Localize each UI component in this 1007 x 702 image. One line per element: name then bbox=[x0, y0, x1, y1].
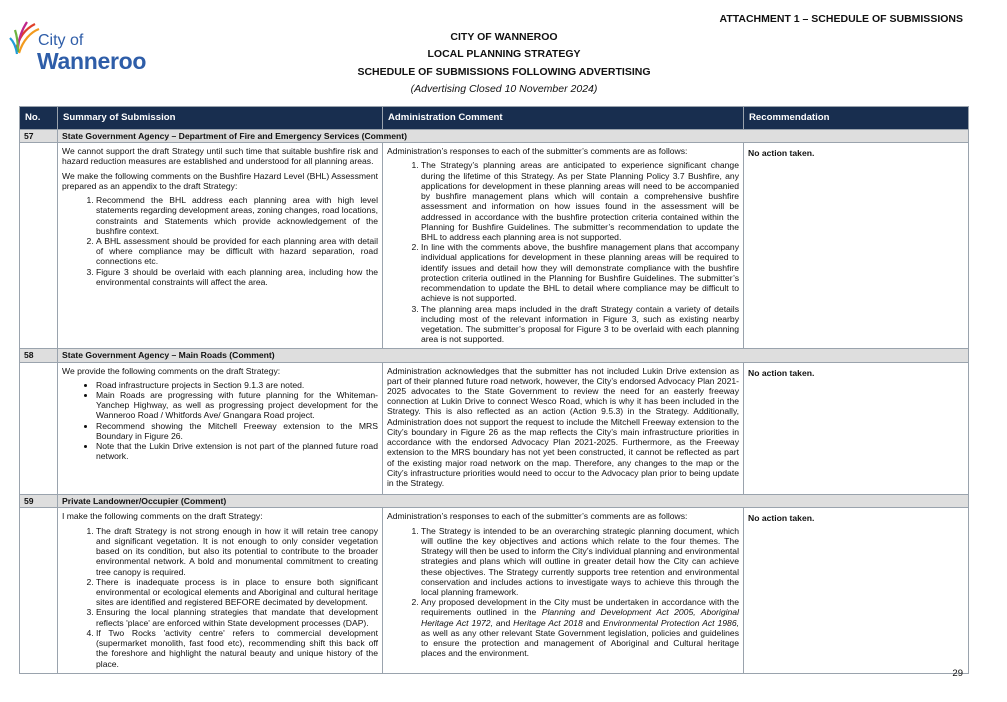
doc-title-strategy: LOCAL PLANNING STRATEGY bbox=[427, 48, 581, 60]
recommendation-cell: No action taken. bbox=[744, 508, 969, 673]
page-number: 29 bbox=[952, 668, 963, 679]
summary-intro: We provide the following comments on the draft Strategy: bbox=[62, 365, 281, 376]
submission-title: Private Landowner/Occupier (Comment) bbox=[58, 495, 969, 508]
list-item: • Road infrastructure projects in Section 9.1.3 are noted. bbox=[96, 380, 378, 390]
list-item: 1. The Strategy’s planning areas are anticipated to experience significant change during the lifetime of this Strategy. As per State Planning Policy 3.7 Bushfire, any applications for development in these planning areas will need to be accompanied by bushfire management plans which will contain a comprehensive bushfire assessment and information on how issues found in the assessment will be addressed in accordance with the bushfire protection criteria contained within the Planning for Bushfire Guidelines. The submitter’s recommendation to update the BHL to address each planning area is not supported. bbox=[421, 160, 739, 242]
summary-bullets bbox=[62, 380, 378, 462]
city-logo bbox=[9, 20, 159, 75]
comment-list bbox=[387, 160, 739, 344]
table-header-row bbox=[20, 107, 969, 130]
doc-subtitle: (Advertising Closed 10 November 2024) bbox=[410, 83, 598, 95]
list-item: • Note that the Lukin Drive extension is not part of the planned future road network. bbox=[96, 441, 378, 461]
doc-title-schedule: SCHEDULE OF SUBMISSIONS FOLLOWING ADVERTISING bbox=[357, 66, 651, 78]
summary-cell bbox=[58, 362, 383, 495]
list-item: 2. In line with the comments above, the bushfire management plans that accompany individual applications for development in these planning areas will be required to identify issues and detail how they will demonstrate compliance with the bushfire protection criteria outlined in the Planning for Bushfire Guidelines. The submitter’s recommendation to update the BHL to detail where compliance may be difficult to achieve is not supported. bbox=[421, 242, 739, 303]
col-header-comment: Administration Comment bbox=[383, 107, 744, 130]
comment-list bbox=[387, 526, 739, 659]
submission-title: State Government Agency – Department of Fire and Emergency Services (Comment) bbox=[58, 130, 969, 143]
submissions-table bbox=[19, 106, 969, 674]
submission-number: 57 bbox=[20, 130, 58, 143]
comment-cell bbox=[383, 143, 744, 349]
submission-header-row bbox=[20, 349, 969, 362]
attachment-label: ATTACHMENT 1 – SCHEDULE OF SUBMISSIONS bbox=[719, 13, 963, 25]
list-item: 4. If Two Rocks 'activity centre' refers to commercial development (supermarket monolith, fast food etc), recommending shift this back off the foreshore and highlight the natural beauty and unique history of the place. bbox=[96, 628, 378, 669]
summary-intro: I make the following comments on the draft Strategy: bbox=[62, 511, 263, 522]
list-item: 1. The draft Strategy is not strong enough in how it will retain tree canopy and significant vegetation. It is not enough to only consider vegetation based on its condition, but also its potential to contribute to the broader environmental network. A bold and monumental commitment to creating tree canopy is required. bbox=[96, 526, 378, 577]
submission-row bbox=[20, 362, 969, 495]
logo-name-text: Wanneroo bbox=[37, 48, 147, 74]
list-item: 3. Ensuring the local planning strategies that mandate that development reflects 'place' are enforced within State development processes (DAP). bbox=[96, 607, 378, 627]
doc-title-org: CITY OF WANNEROO bbox=[450, 31, 558, 43]
comment-text: Any proposed development in the City must be undertaken in accordance with the requirements outlined in the bbox=[421, 597, 739, 618]
submission-title: State Government Agency – Main Roads (Comment) bbox=[58, 349, 969, 362]
list-item: 1. Recommend the BHL address each planning area with high level statements regarding development areas, zoning changes, road locations, constraints and Statements which provide acknowledgement of the bushfire context. bbox=[96, 195, 378, 236]
comment-text: as well as any other relevant State Government legislation, policies and guidelines to ensure the protection and management of Aboriginal and Cultural heritage places and the environment. bbox=[421, 627, 739, 659]
summary-paragraph: We make the following comments on the Bushfire Hazard Level (BHL) Assessment prepared as an appendix to the draft Strategy: bbox=[62, 170, 378, 191]
comment-text: and bbox=[492, 617, 514, 628]
submission-header-row bbox=[20, 495, 969, 508]
list-item bbox=[421, 597, 739, 658]
comment-text: and bbox=[582, 617, 603, 628]
list-item: 2. A BHL assessment should be provided for each planning area with detail of where compliance may be difficult with hazard separation, road connections etc. bbox=[96, 236, 378, 267]
list-item: 2. There is inadequate process is in place to ensure both significant environmental or ecological elements and Aboriginal and cultural heritage sites are identified and registered BEFORE decimated by development. bbox=[96, 577, 378, 608]
summary-cell bbox=[58, 143, 383, 349]
act-name: Heritage Act 2018 bbox=[513, 617, 583, 628]
summary-list bbox=[62, 195, 378, 287]
submission-row bbox=[20, 143, 969, 349]
summary-list bbox=[62, 526, 378, 669]
list-item: • Recommend showing the Mitchell Freeway extension to the MRS Boundary in Figure 26. bbox=[96, 421, 378, 441]
act-name: Environmental Protection Act 1986, bbox=[602, 617, 739, 628]
list-item: 1. The Strategy is intended to be an overarching strategic planning document, which will outline the key objectives and actions which relate to the four themes. The Strategy will then be used to inform the City’s individual planning and environmental strategies and plans which will outline in greater detail how the City can achieve these objectives. The Strategy currently supports tree retention and environmental conservation and includes actions to investigate ways to achieve this through the local planning framework. bbox=[421, 526, 739, 598]
submission-number: 58 bbox=[20, 349, 58, 362]
col-header-no: No. bbox=[20, 107, 58, 130]
logo-city-text: City of bbox=[38, 32, 84, 49]
comment-paragraph: Administration acknowledges that the submitter has not included Lukin Drive extension as part of their planned future road network, however, the City’s endorsed Advocacy Plan 2021-2025 advocates to the State Government to review the need for an easterly freeway connection at Lukin Drive to connect Wesco Road, which is why it has been included in the Strategy. This is also reflected as an action (Action 9.5.3) in the Strategy. Additionally, Administration does not support the request to include the Mitchell Freeway extension to the City’s boundary in Figure 26 as the map reflects the City’s main infrastructure priorities in accordance with the endorsed Advocacy Plan 2021-2025. Furthermore, as the Freeway extension to the MRS boundary has not yet been constructed, it cannot be reflected as part of the existing major road network on the map. Therefore, any changes to the map or the City’s infrastructure priorities would need to occur to the Advocacy plan prior to being update in the Strategy. bbox=[387, 365, 739, 488]
comment-intro: Administration’s responses to each of the submitter’s comments are as follows: bbox=[387, 146, 688, 157]
list-item: • Main Roads are progressing with future planning for the Whiteman-Yanchep Highway, as well as progressing project development for the Wanneroo Road / Whitfords Ave/ Gnangara Road project. bbox=[96, 390, 378, 421]
act-name: Planning and Development Act 2005, Aboriginal Heritage Act 1972, bbox=[421, 607, 739, 628]
summary-paragraph: We cannot support the draft Strategy until such time that suitable bushfire risk and hazard reduction measures are established and understood for all planning areas. bbox=[62, 146, 378, 167]
comment-cell bbox=[383, 362, 744, 495]
submission-row bbox=[20, 508, 969, 673]
list-item: 3. Figure 3 should be overlaid with each planning area, including how the environmental constraints will affect the area. bbox=[96, 267, 378, 287]
summary-cell bbox=[58, 508, 383, 673]
col-header-recommendation: Recommendation bbox=[744, 107, 969, 130]
recommendation-cell: No action taken. bbox=[744, 362, 969, 495]
recommendation-cell: No action taken. bbox=[744, 143, 969, 349]
list-item: 3. The planning area maps included in the draft Strategy contain a variety of details including most of the relevant information in Figure 3, such as existing nearby vegetation. The submitter’s proposal for Figure 3 to be overlaid with each planning area is not supported. bbox=[421, 304, 739, 345]
comment-intro: Administration’s responses to each of the submitter’s comments are as follows: bbox=[387, 511, 688, 522]
comment-cell bbox=[383, 508, 744, 673]
submission-header-row bbox=[20, 130, 969, 143]
submission-number: 59 bbox=[20, 495, 58, 508]
col-header-summary: Summary of Submission bbox=[58, 107, 383, 130]
